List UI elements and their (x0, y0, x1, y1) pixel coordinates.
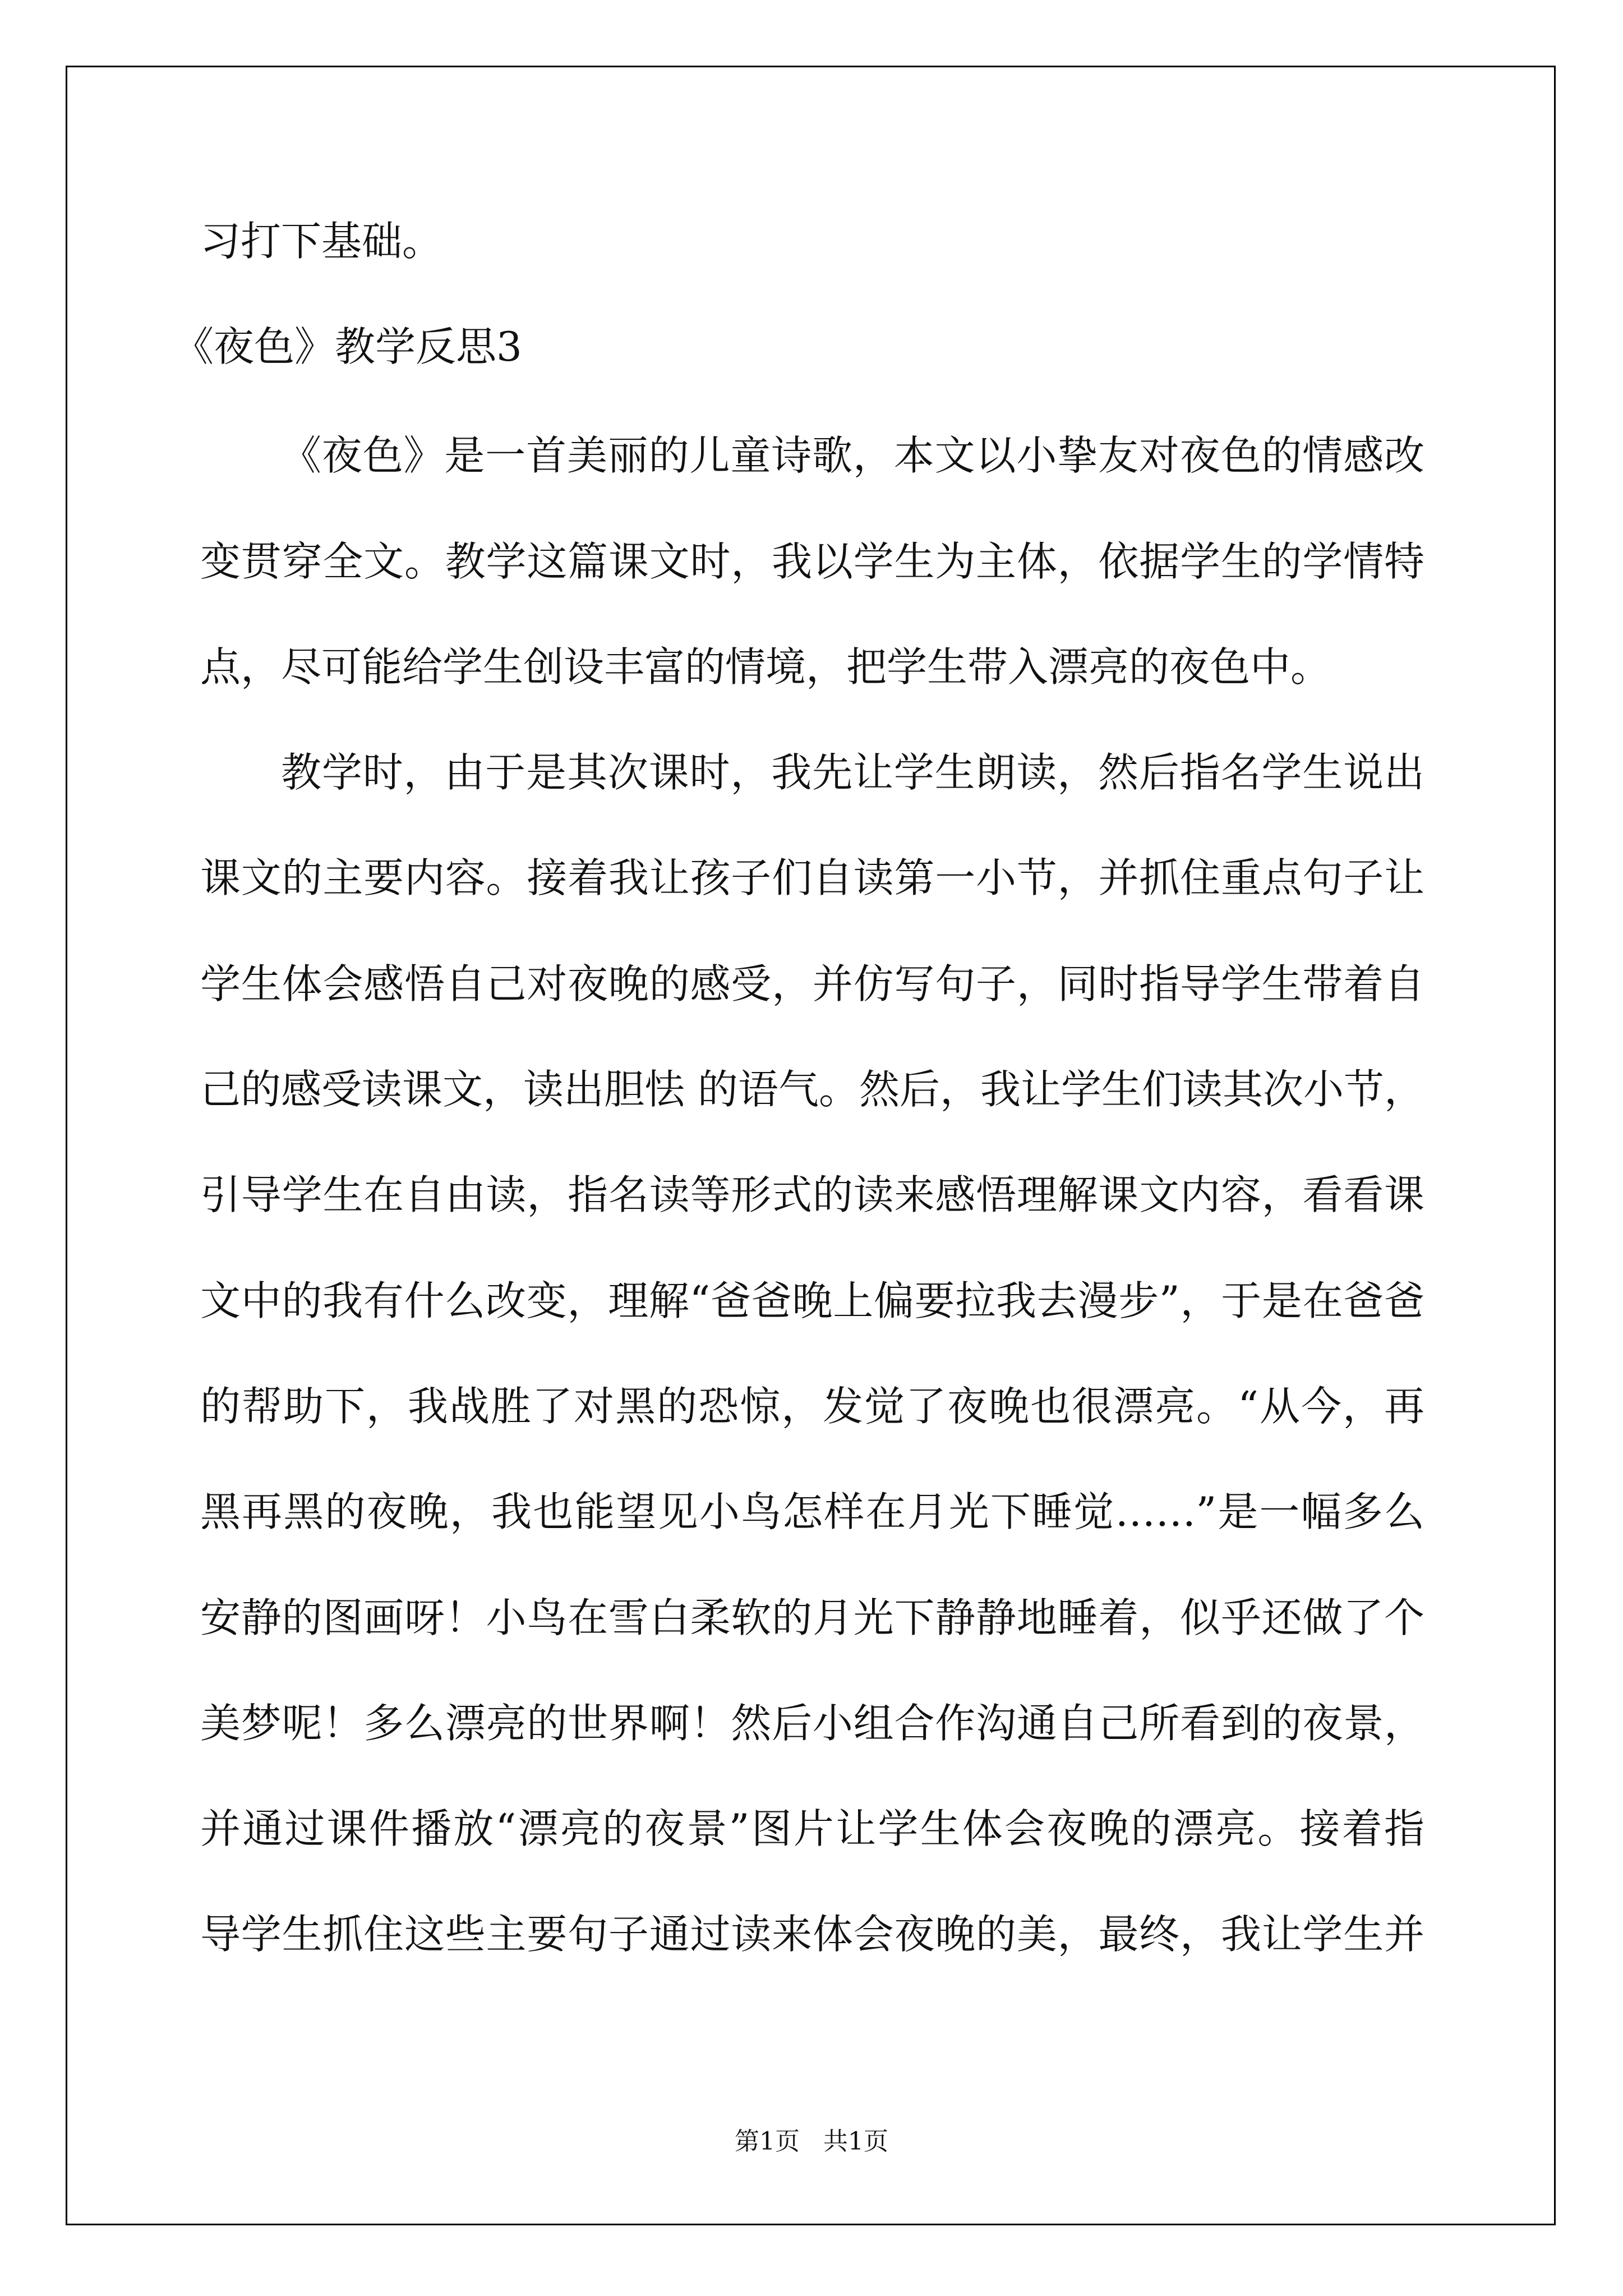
text-line: 的帮助下，我战胜了对黑的恐惊，发觉了夜晚也很漂亮。“从今，再 (200, 1382, 1424, 1430)
text-line: 点，尽可能给学生创设丰富的情境，把学生带入漂亮的夜色中。 (200, 643, 1331, 691)
paragraph-2 (200, 751, 1424, 1956)
text-line: 导学生抓住这些主要句子通过读来体会夜晚的美，最终，我让学生并 (200, 1911, 1424, 1958)
text-line: 美梦呢！多么漂亮的世界啊！然后小组合作沟通自己所看到的夜景， (200, 1699, 1424, 1747)
text-line: 学生体会感悟自己对夜晚的感受，并仿写句子，同时指导学生带着自 (200, 960, 1424, 1007)
page-footer: 第1页 共1页 (735, 2127, 888, 2156)
text-line: 引导学生在自由读，指名读等形式的读来感悟理解课文内容，看看课 (200, 1171, 1424, 1219)
section-heading: 《夜色》教学反思3 (173, 323, 522, 371)
document-body (173, 218, 1424, 2018)
text-line: 课文的主要内容。接着我让孩子们自读第一小节，并抓住重点句子让 (200, 854, 1424, 902)
text-line: 己的感受读课文，读出胆怯 的语气。然后，我让学生们读其次小节， (200, 1066, 1424, 1114)
text-line: 《夜色》是一首美丽的儿童诗歌，本文以小挚友对夜色的情感改 (281, 432, 1424, 480)
text-line: 变贯穿全文。教学这篇课文时，我以学生为主体，依据学生的学情特 (200, 537, 1424, 585)
carryover-line: 习打下基础。 (200, 218, 443, 265)
text-line: 黑再黑的夜晚，我也能望见小鸟怎样在月光下睡觉……”是一幅多么 (200, 1488, 1424, 1536)
text-line: 文中的我有什么改变，理解“爸爸晚上偏要拉我去漫步”，于是在爸爸 (200, 1277, 1424, 1324)
text-line: 安静的图画呀！小鸟在雪白柔软的月光下静静地睡着，似乎还做了个 (200, 1594, 1424, 1641)
text-line: 并通过课件播放“漂亮的夜景”图片让学生体会夜晚的漂亮。接着指 (200, 1805, 1424, 1853)
text-line: 教学时，由于是其次课时，我先让学生朗读，然后指名学生说出 (281, 749, 1424, 797)
paragraph-1 (200, 434, 1424, 689)
